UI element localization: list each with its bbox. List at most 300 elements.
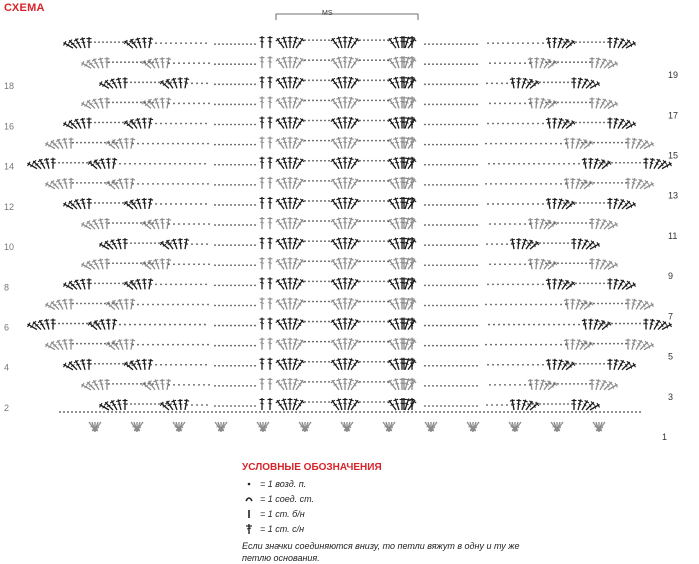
chain-dot <box>448 184 450 186</box>
chain-dot <box>464 244 466 246</box>
chain-dot <box>395 411 397 413</box>
chain-dot <box>591 282 593 284</box>
chain-dot <box>250 224 252 226</box>
chain-dot <box>496 404 498 406</box>
chain-dot <box>591 41 593 43</box>
chain-dot <box>547 364 549 366</box>
chain-dot <box>119 411 121 413</box>
chain-dot <box>535 403 537 405</box>
chain-dot <box>103 411 105 413</box>
single-crochet-icon <box>242 509 256 519</box>
chain-dot <box>218 325 220 327</box>
chain-dot <box>359 180 361 182</box>
chain-dot <box>250 83 252 85</box>
chain-dot <box>250 325 252 327</box>
chain-dot <box>238 284 240 286</box>
chain-dot <box>295 411 297 413</box>
chain-dot <box>127 411 129 413</box>
stitch-symbol <box>268 117 273 129</box>
chain-dot <box>504 263 506 265</box>
chain-dot <box>547 203 549 205</box>
chain-dot <box>468 204 470 206</box>
chain-dot <box>146 81 148 83</box>
chain-dot <box>591 411 593 413</box>
chain-dot <box>154 403 156 405</box>
chain-dot <box>444 184 446 186</box>
chain-dot <box>464 83 466 85</box>
chain-dot <box>226 43 228 45</box>
chain-dot <box>112 182 114 184</box>
chain-dot <box>497 364 499 366</box>
chain-dot <box>468 144 470 146</box>
chain-dot <box>387 260 389 262</box>
chain-dot <box>571 242 573 244</box>
chain-dot <box>131 411 133 413</box>
chain-dot <box>403 411 405 413</box>
stitch-symbol <box>268 257 273 269</box>
chain-dot <box>559 403 561 405</box>
chain-dot <box>549 102 551 104</box>
chain-dot <box>543 411 545 413</box>
chain-dot <box>304 301 306 303</box>
chain-dot <box>230 264 232 266</box>
chain-dot <box>489 223 491 225</box>
chain-dot <box>86 162 88 164</box>
chain-dot <box>152 344 154 346</box>
chain-dot <box>150 123 152 125</box>
chain-dot <box>308 321 310 323</box>
chain-dot <box>254 224 256 226</box>
chain-dot <box>569 222 571 224</box>
chain-dot <box>379 401 381 403</box>
chain-dot <box>234 224 236 226</box>
chain-dot <box>324 120 326 122</box>
chain-dot <box>472 264 474 266</box>
chain-dot <box>214 365 216 367</box>
chain-dot <box>444 365 446 367</box>
chain-dot <box>250 405 252 407</box>
chain-dot <box>327 411 329 413</box>
stitch-symbol <box>546 117 553 129</box>
chain-dot <box>440 104 442 106</box>
chain-dot <box>527 283 529 285</box>
chain-dot <box>387 411 389 413</box>
chain-dot <box>242 144 244 146</box>
chain-dot <box>424 43 426 45</box>
chain-dot <box>84 343 86 345</box>
chain-dot <box>238 83 240 85</box>
chain-dot <box>555 183 557 185</box>
chain-dot <box>130 403 132 405</box>
chain-dot <box>452 284 454 286</box>
chain-dot <box>311 411 313 413</box>
chain-dot <box>472 385 474 387</box>
stitch-symbol <box>564 338 571 350</box>
chain-dot <box>520 344 522 346</box>
chain-dot <box>452 264 454 266</box>
chain-dot <box>599 162 601 164</box>
chain-dot <box>226 184 228 186</box>
chain-dot <box>90 162 92 164</box>
chain-dot <box>529 263 531 265</box>
chain-dot <box>542 203 544 205</box>
chain-dot <box>585 303 587 305</box>
chain-dot <box>134 163 136 165</box>
chain-dot <box>291 411 293 413</box>
stitch-symbol <box>589 402 601 412</box>
chain-dot <box>428 63 430 65</box>
chain-dot <box>242 164 244 166</box>
chain-dot <box>464 305 466 307</box>
chain-dot <box>128 61 130 63</box>
stitch-symbol <box>124 178 130 189</box>
chain-dot <box>575 411 577 413</box>
chain-dot <box>188 103 190 105</box>
stitch-symbol <box>87 160 99 171</box>
stitch-symbol <box>288 318 293 330</box>
chain-dot <box>567 41 569 43</box>
chain-dot <box>312 220 314 222</box>
chain-dot <box>601 182 603 184</box>
chain-dot <box>432 104 434 106</box>
chain-dot <box>367 180 369 182</box>
chain-dot <box>250 63 252 65</box>
stitch-symbol <box>260 217 265 229</box>
chain-dot <box>507 203 509 205</box>
stitch-symbol <box>288 257 293 269</box>
chain-dot <box>316 381 318 383</box>
chain-dot <box>208 263 210 265</box>
chain-dot <box>514 223 516 225</box>
chain-dot <box>472 83 474 85</box>
chain-dot <box>191 82 193 84</box>
chain-dot <box>379 321 381 323</box>
chain-dot <box>246 325 248 327</box>
chain-dot <box>178 62 180 64</box>
chain-dot <box>218 124 220 126</box>
chain-dot <box>191 243 193 245</box>
chain-dot <box>599 363 601 365</box>
chain-dot <box>456 184 458 186</box>
chain-dot <box>472 124 474 126</box>
chain-dot <box>226 264 228 266</box>
chain-dot <box>114 41 116 43</box>
chain-dot <box>328 100 330 102</box>
chain-dot <box>230 385 232 387</box>
chain-dot <box>137 143 139 145</box>
chain-dot <box>559 242 561 244</box>
chain-dot <box>202 183 204 185</box>
chain-dot <box>428 405 430 407</box>
chain-dot <box>230 405 232 407</box>
chain-dot <box>555 403 557 405</box>
chain-dot <box>320 381 322 383</box>
chain-dot <box>308 59 310 61</box>
chain-dot <box>591 122 593 124</box>
chain-dot <box>440 43 442 45</box>
stitch-symbol <box>343 117 348 129</box>
chain-dot <box>444 204 446 206</box>
chain-dot <box>428 104 430 106</box>
chain-dot <box>90 282 92 284</box>
chain-dot <box>168 263 170 265</box>
chain-dot <box>599 202 601 204</box>
chain-dot <box>193 223 195 225</box>
chain-dot <box>589 303 591 305</box>
chain-dot <box>548 163 550 165</box>
chain-dot <box>525 344 527 346</box>
chain-dot <box>456 284 458 286</box>
legend-item-double-crochet <box>242 521 562 536</box>
stitch-symbol <box>607 101 619 111</box>
chain-dot <box>162 242 164 244</box>
chain-dot <box>95 411 97 413</box>
chain-dot <box>98 323 100 325</box>
row-number-right: 3 <box>668 392 673 402</box>
chain-dot <box>456 104 458 106</box>
chain-dot <box>234 63 236 65</box>
chain-dot <box>428 305 430 307</box>
chain-dot <box>519 263 521 265</box>
chain-dot <box>460 345 462 347</box>
chain-dot <box>219 411 221 413</box>
chain-dot <box>186 243 188 245</box>
chain-dot <box>124 61 126 63</box>
chain-dot <box>179 324 181 326</box>
chain-dot <box>202 143 204 145</box>
chain-dot <box>162 81 164 83</box>
stitch-symbol <box>546 359 553 371</box>
chain-dot <box>254 365 256 367</box>
chain-dot <box>138 81 140 83</box>
chain-dot <box>214 325 216 327</box>
chain-dot <box>387 321 389 323</box>
chain-dot <box>230 164 232 166</box>
chain-dot <box>581 383 583 385</box>
chain-dot <box>214 284 216 286</box>
chain-dot <box>379 240 381 242</box>
chain-dot <box>324 39 326 41</box>
chain-dot <box>502 123 504 125</box>
chain-dot <box>226 284 228 286</box>
stitch-symbol <box>564 178 571 190</box>
chain-dot <box>375 100 377 102</box>
chain-dot <box>226 204 228 206</box>
chain-dot <box>550 304 552 306</box>
chain-dot <box>312 381 314 383</box>
chain-dot <box>149 163 151 165</box>
row-number-right: 17 <box>668 110 678 120</box>
chain-dot <box>359 220 361 222</box>
chain-dot <box>72 303 74 305</box>
chain-dot <box>565 61 567 63</box>
chain-dot <box>148 383 150 385</box>
chain-dot <box>72 343 74 345</box>
chain-dot <box>96 182 98 184</box>
chain-dot <box>114 324 116 326</box>
chain-dot <box>486 82 488 84</box>
chain-dot <box>144 163 146 165</box>
stitch-symbol <box>288 76 293 88</box>
chain-dot <box>379 280 381 282</box>
stitch-symbol <box>44 342 56 352</box>
chain-dot <box>116 142 118 144</box>
chain-dot <box>476 405 478 407</box>
chain-dot <box>363 280 365 282</box>
chain-dot <box>467 411 469 413</box>
chain-dot <box>320 100 322 102</box>
chain-dot <box>460 244 462 246</box>
chain-dot <box>367 280 369 282</box>
chain-dot <box>359 39 361 41</box>
chain-dot <box>150 242 152 244</box>
chain-dot <box>476 345 478 347</box>
stitch-symbol <box>288 36 293 48</box>
chain-dot <box>391 411 393 413</box>
chain-dot <box>379 381 381 383</box>
chain-dot <box>251 411 253 413</box>
chain-dot <box>607 323 609 325</box>
chain-dot <box>611 411 613 413</box>
chain-dot <box>452 345 454 347</box>
chain-dot <box>116 102 118 104</box>
chain-dot <box>119 163 121 165</box>
chain-dot <box>172 304 174 306</box>
chain-dot <box>203 384 205 386</box>
stitch-symbol <box>124 339 130 350</box>
chain-dot <box>188 62 190 64</box>
chain-dot <box>615 411 617 413</box>
chain-dot <box>490 143 492 145</box>
chain-dot <box>551 403 553 405</box>
chain-dot <box>599 323 601 325</box>
chain-dot <box>246 63 248 65</box>
chain-dot <box>599 282 601 284</box>
chain-dot <box>447 411 449 413</box>
chain-dot <box>492 364 494 366</box>
chain-dot <box>328 59 330 61</box>
chain-dot <box>234 244 236 246</box>
chain-dot <box>246 124 248 126</box>
chain-dot <box>214 204 216 206</box>
chain-dot <box>316 180 318 182</box>
chain-dot <box>214 264 216 266</box>
chain-dot <box>355 411 357 413</box>
chain-dot <box>379 301 381 303</box>
chain-dot <box>476 144 478 146</box>
chain-dot <box>509 384 511 386</box>
repeat-bracket <box>276 14 418 20</box>
chain-dot <box>173 384 175 386</box>
chain-dot <box>387 341 389 343</box>
chain-dot <box>308 39 310 41</box>
chain-dot <box>538 163 540 165</box>
chain-dot <box>464 264 466 266</box>
chain-dot <box>451 411 453 413</box>
chain-dot <box>180 123 182 125</box>
row-number-left: 14 <box>4 162 14 172</box>
chain-dot <box>503 411 505 413</box>
chain-dot <box>190 283 192 285</box>
chain-dot <box>367 100 369 102</box>
legend-item-single-crochet <box>242 506 562 521</box>
chain-dot <box>503 324 505 326</box>
chain-dot <box>324 401 326 403</box>
chain-dot <box>339 411 341 413</box>
chain-dot <box>218 385 220 387</box>
stitch-symbol <box>582 157 589 169</box>
chain-dot <box>254 405 256 407</box>
chain-dot <box>83 411 85 413</box>
chain-dot <box>456 224 458 226</box>
chain-dot <box>76 343 78 345</box>
chain-dot <box>242 244 244 246</box>
stitch-symbol <box>124 137 130 148</box>
chain-dot <box>271 411 273 413</box>
stitch-symbol <box>528 97 535 109</box>
chain-dot <box>308 200 310 202</box>
chain-dot <box>549 262 551 264</box>
chain-dot <box>428 164 430 166</box>
stitch-symbol <box>268 157 273 169</box>
chain-dot <box>177 304 179 306</box>
chain-dot <box>254 104 256 106</box>
chain-dot <box>532 283 534 285</box>
chain-dot <box>110 202 112 204</box>
chain-dot <box>158 81 160 83</box>
chain-dot <box>132 383 134 385</box>
chain-dot <box>532 42 534 44</box>
chain-dot <box>218 284 220 286</box>
chain-dot <box>185 203 187 205</box>
stitch-symbol <box>564 298 571 310</box>
chain-dot <box>565 143 567 145</box>
chain-dot <box>383 79 385 81</box>
chain-dot <box>625 303 627 305</box>
chain-dot <box>411 411 413 413</box>
chain-dot <box>250 144 252 146</box>
chain-dot <box>234 284 236 286</box>
chain-dot <box>379 180 381 182</box>
chain-dot <box>320 361 322 363</box>
chain-dot <box>464 124 466 126</box>
chain-dot <box>250 365 252 367</box>
stitch-symbol <box>564 137 571 149</box>
chain-dot <box>170 283 172 285</box>
chain-dot <box>359 280 361 282</box>
chain-dot <box>316 401 318 403</box>
chain-dot <box>379 411 381 413</box>
chain-dot <box>505 183 507 185</box>
chain-dot <box>164 163 166 165</box>
chain-dot <box>432 63 434 65</box>
chain-dot <box>359 59 361 61</box>
chain-dot <box>173 103 175 105</box>
chain-dot <box>494 62 496 64</box>
chain-dot <box>432 305 434 307</box>
stitch-symbol <box>183 77 190 89</box>
chain-dot <box>599 122 601 124</box>
chain-dot <box>157 143 159 145</box>
chain-dot <box>226 63 228 65</box>
chain-dot <box>436 204 438 206</box>
stitch-symbol <box>123 120 135 131</box>
chain-dot <box>144 61 146 63</box>
chain-dot <box>424 305 426 307</box>
chain-dot <box>573 102 575 104</box>
chain-dot <box>226 345 228 347</box>
chain-dot <box>234 405 236 407</box>
